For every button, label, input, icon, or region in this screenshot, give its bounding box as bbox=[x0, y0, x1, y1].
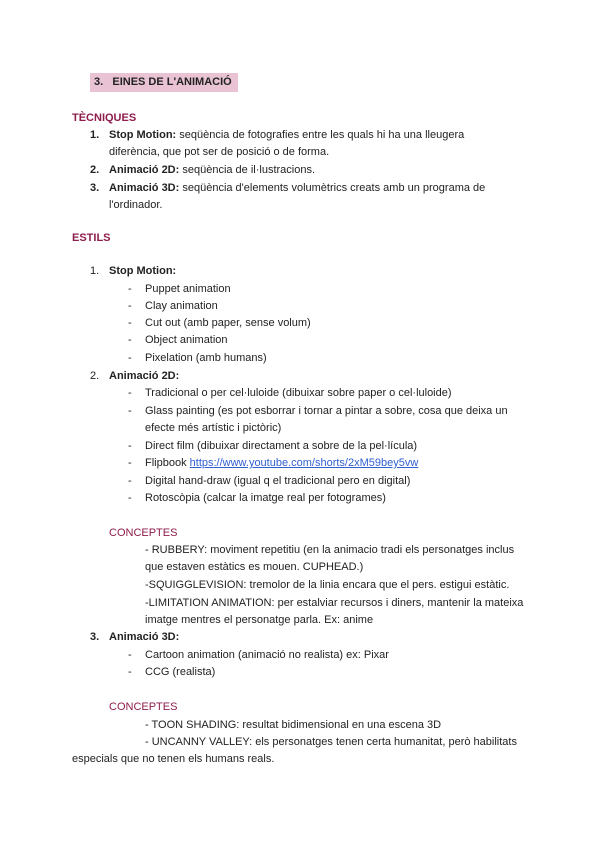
tecnique-item: Stop Motion: seqüència de fotografies entre les quals hi ha una lleugera bbox=[109, 129, 465, 141]
dash: - bbox=[128, 440, 132, 452]
concept-line: - UNCANNY VALLEY: els personatges tenen certa humanitat, però habilitats bbox=[145, 736, 517, 748]
dash: - bbox=[128, 475, 132, 487]
tecnique-item-cont: diferència, que pot ser de posició o de forma. bbox=[109, 146, 330, 158]
tecniques-title: TÈCNIQUES bbox=[72, 112, 137, 124]
estil-number: 2. bbox=[90, 370, 100, 382]
estil-number: 1. bbox=[90, 265, 100, 277]
estil-title: Stop Motion: bbox=[109, 265, 177, 277]
list-item: Direct film (dibuixar directament a sobre de la pel·lícula) bbox=[145, 440, 418, 452]
list-item: Rotoscòpia (calcar la imatge real per fotogrames) bbox=[145, 492, 386, 504]
concepts-title: CONCEPTES bbox=[109, 527, 178, 539]
dash: - bbox=[128, 457, 132, 469]
estil-title: Animació 2D: bbox=[109, 370, 180, 382]
concepts-title: CONCEPTES bbox=[109, 701, 178, 713]
dash: - bbox=[128, 666, 132, 678]
estil-number: 3. bbox=[90, 631, 100, 643]
tecnique-item-cont: l'ordinador. bbox=[109, 199, 163, 211]
dash: - bbox=[128, 334, 132, 346]
dash: - bbox=[128, 492, 132, 504]
page-title bbox=[90, 73, 238, 92]
tecnique-number: 2. bbox=[90, 164, 100, 176]
tecnique-item: Animació 2D: seqüència de il·lustracions. bbox=[109, 164, 316, 176]
dash: - bbox=[128, 317, 132, 329]
list-item: Pixelation (amb humans) bbox=[145, 352, 267, 364]
list-item: Puppet animation bbox=[145, 283, 231, 295]
list-item: Glass painting (es pot esborrar i tornar a pintar a sobre, cosa que deixa un bbox=[145, 405, 508, 417]
heading-number: 3. bbox=[94, 76, 104, 88]
dash: - bbox=[128, 283, 132, 295]
concept-line: -LIMITATION ANIMATION: per estalviar recursos i diners, mantenir la mateixa bbox=[145, 597, 524, 609]
list-item-cont: efecte més artístic i pictòric) bbox=[145, 422, 282, 434]
concept-line: - TOON SHADING: resultat bidimensional en una escena 3D bbox=[145, 719, 442, 731]
estil-title: Animació 3D: bbox=[109, 631, 180, 643]
dash: - bbox=[128, 405, 132, 417]
estils-title: ESTILS bbox=[72, 232, 111, 244]
dash: - bbox=[128, 649, 132, 661]
list-item: Object animation bbox=[145, 334, 228, 346]
list-item: Cartoon animation (animació no realista) ex: Pixar bbox=[145, 649, 389, 661]
dash: - bbox=[128, 352, 132, 364]
tecnique-number: 1. bbox=[90, 129, 100, 141]
concept-line: imatge mentres el personatge parla. Ex: anime bbox=[145, 614, 374, 626]
heading-title: EINES DE L'ANIMACIÓ bbox=[112, 76, 232, 88]
tecnique-item: Animació 3D: seqüència d'elements volumètrics creats amb un programa de bbox=[109, 182, 486, 194]
youtube-link[interactable]: https://www.youtube.com/shorts/2xM59bey5vw bbox=[189, 457, 419, 469]
dash: - bbox=[128, 387, 132, 399]
list-item: Digital hand-draw (igual q el tradicional pero en digital) bbox=[145, 475, 411, 487]
tecnique-number: 3. bbox=[90, 182, 100, 194]
concept-line: - RUBBERY: moviment repetitiu (en la animacio tradi els personatges inclus bbox=[145, 544, 515, 556]
list-item: Cut out (amb paper, sense volum) bbox=[145, 317, 311, 329]
concept-line: especials que no tenen els humans reals. bbox=[72, 753, 275, 765]
dash: - bbox=[128, 300, 132, 312]
list-item: Tradicional o per cel·luloide (dibuixar sobre paper o cel·luloide) bbox=[145, 387, 452, 399]
list-item: CCG (realista) bbox=[145, 666, 216, 678]
list-item: Clay animation bbox=[145, 300, 218, 312]
list-item: Flipbook https://www.youtube.com/shorts/2xM59bey5vw bbox=[145, 457, 419, 469]
concept-line: que estaven estàtics es mouen. CUPHEAD.) bbox=[145, 561, 364, 573]
concept-line: -SQUIGGLEVISION: tremolor de la linia encara que el pers. estigui estàtic. bbox=[145, 579, 510, 591]
